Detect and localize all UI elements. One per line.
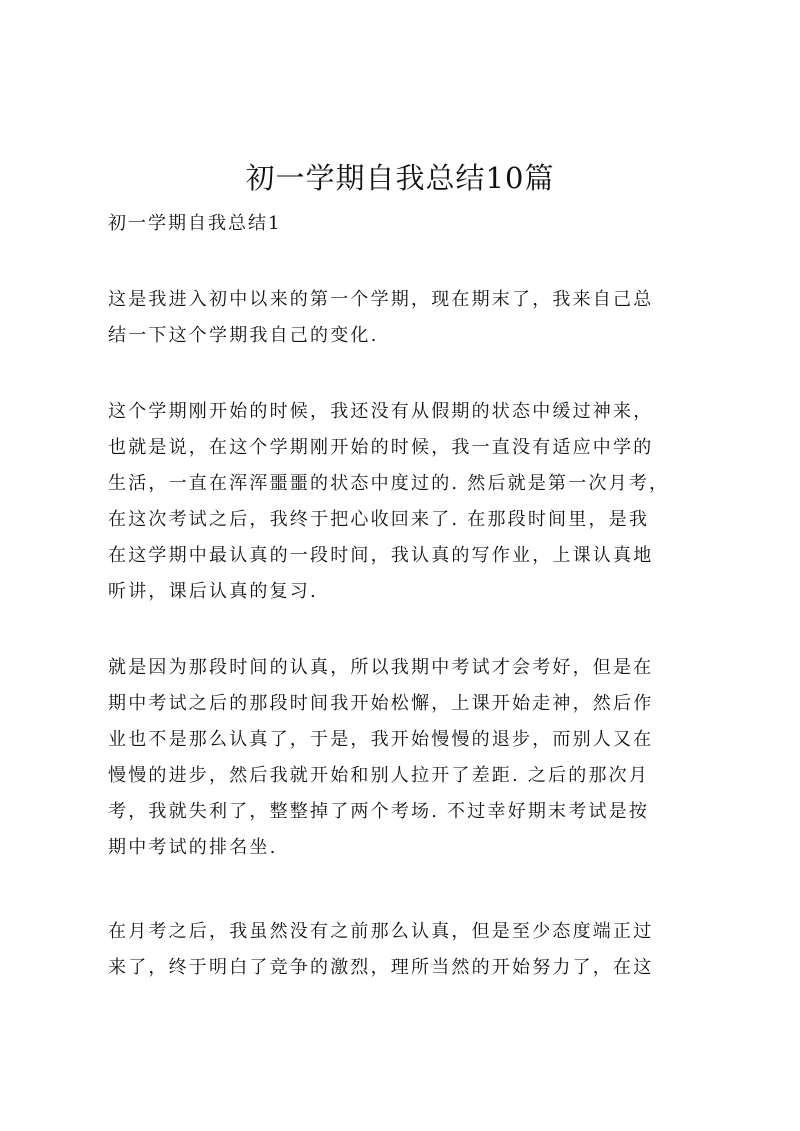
paragraph-line: 慢慢的进步，然后我就开始和别人拉开了差距. 之后的那次月	[108, 765, 650, 786]
paragraph-line: 生活，一直在浑浑噩噩的状态中度过的. 然后就是第一次月考，	[108, 473, 670, 494]
paragraph-line: 期中考试之后的那段时间我开始松懈，上课开始走神，然后作	[108, 693, 654, 714]
paragraph-line: 结一下这个学期我自己的变化.	[108, 325, 379, 346]
paragraph-4	[108, 914, 698, 986]
paragraph-1	[108, 282, 698, 354]
document-title: 初一学期自我总结10篇	[245, 161, 555, 195]
paragraph-line: 期中考试的排名坐.	[108, 837, 278, 858]
paragraph-line: 这个学期刚开始的时候，我还没有从假期的状态中缓过神来，	[108, 401, 654, 422]
paragraph-line: 在这学期中最认真的一段时间，我认真的写作业，上课认真地	[108, 545, 654, 566]
paragraph-line: 在这次考试之后，我终于把心收回来了. 在那段时间里，是我	[108, 509, 650, 530]
paragraph-line: 听讲，课后认真的复习.	[108, 581, 318, 602]
paragraph-line: 考，我就失利了，整整掉了两个考场. 不过幸好期末考试是按	[108, 801, 650, 822]
paragraph-2	[108, 394, 698, 610]
paragraph-line: 就是因为那段时间的认真，所以我期中考试才会考好，但是在	[108, 657, 654, 678]
paragraph-line: 来了，终于明白了竞争的激烈，理所当然的开始努力了，在这	[108, 957, 654, 978]
paragraph-line: 业也不是那么认真了，于是，我开始慢慢的退步，而别人又在	[108, 729, 654, 750]
paragraph-line: 在月考之后，我虽然没有之前那么认真，但是至少态度端正过	[108, 921, 654, 942]
paragraph-line: 也就是说，在这个学期刚开始的时候，我一直没有适应中学的	[108, 437, 654, 458]
paragraph-3	[108, 650, 698, 866]
section-heading: 初一学期自我总结1	[108, 213, 282, 234]
paragraph-line: 这是我进入初中以来的第一个学期，现在期末了，我来自己总	[108, 289, 654, 310]
